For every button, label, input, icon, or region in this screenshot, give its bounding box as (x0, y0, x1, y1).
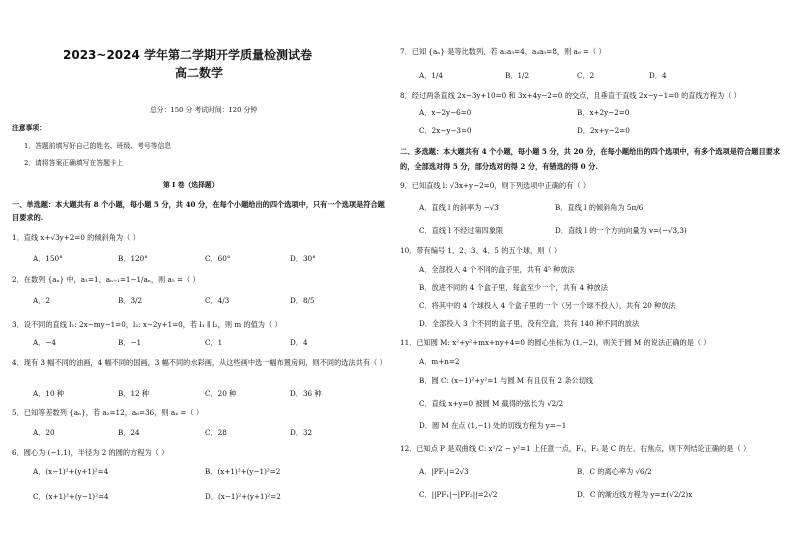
question-2-stem: 2．在数列 {aₙ} 中，a₁=1，aₙ₊₁=1−1/aₙ，则 a₅ =（ ） (12, 275, 200, 284)
question-7-option-c: C．2 (577, 71, 595, 80)
question-11-option-c: C．直线 x+y=0 被圆 M 截得的弦长为 √2/2 (419, 399, 564, 408)
question-6-stem: 6．圆心为 (−1,1)，半径为 2 的圆的方程为（ ） (12, 448, 169, 457)
right-column (397, 0, 794, 549)
question-5-option-b: B．24 (118, 428, 140, 437)
question-10-stem: 10．带有编号 1、2、3、4、5 的五个球，则（ ） (400, 246, 562, 255)
question-8-stem: 8．经过两条直线 2x−3y+10=0 和 3x+4y−2=0 的交点，且垂直于直线 2x−y−1=0 的直线方程为（ ） (400, 91, 741, 100)
question-8-option-b: B．x+2y−2=0 (577, 108, 630, 117)
question-12-option-d: D．C 的渐近线方程为 y=±(√2/2)x (577, 490, 693, 499)
question-9-option-a: A．直线 l 的斜率为 −√3 (419, 203, 499, 212)
note-item: 1．答题前填写好自己的姓名、班级、考号等信息 (24, 142, 172, 150)
question-4-option-c: C．20 种 (205, 389, 237, 398)
question-1-option-a: A．150° (33, 254, 63, 263)
question-2-option-d: D．8/5 (290, 296, 315, 305)
question-2-option-b: B．3/2 (118, 296, 143, 305)
question-4-option-d: D．36 种 (290, 389, 322, 398)
question-9-option-b: B．直线 l 的倾斜角为 5π/6 (555, 203, 644, 212)
question-6-option-a: A．(x−1)²+(y+1)²=4 (33, 467, 109, 476)
question-1-option-c: C．60° (205, 254, 231, 263)
question-1-option-d: D．30° (290, 254, 316, 263)
question-4-option-a: A．10 种 (33, 389, 64, 398)
question-4-option-b: B．12 种 (118, 389, 150, 398)
question-1-option-b: B．120° (118, 254, 148, 263)
question-12-stem: 12．已知点 P 是双曲线 C: x²/2 − y²=1 上任意一点，F₁，F₂ 是 C 的左、右焦点，则下列结论正确的是（ ） (400, 444, 751, 453)
question-5-option-c: C．28 (205, 428, 227, 437)
question-7-stem: 7．已知 {aₙ} 是等比数列，若 a₂a₃=4，a₄a₅=8，则 a₆ =（ ） (400, 47, 606, 56)
question-1-stem: 1．直线 x+√3y+2=0 的倾斜角为（ ） (12, 233, 140, 242)
question-2-option-c: C．4/3 (205, 296, 230, 305)
question-9-stem: 9．已知直线 l: √3x+y−2=0，则下列选项中正确的有（ ） (400, 181, 591, 190)
question-8-option-a: A．x−2y−6=0 (419, 108, 472, 117)
question-9-option-d: D．直线 l 的一个方向向量为 v=(−√3,3) (555, 226, 687, 235)
question-2-option-a: A．2 (33, 296, 50, 305)
question-10-option-b: B．放进不同的 4 个盒子里，每盒至少一个，共有 4 种放法 (419, 283, 608, 292)
question-9-option-c: C．直线 l 不经过第四象限 (419, 226, 504, 235)
question-3-option-a: A．−4 (33, 338, 56, 347)
note-item: 2．请将答案正确填写在答题卡上 (24, 159, 124, 167)
question-8-option-c: C．2x−y−3=0 (419, 126, 472, 135)
exam-meta: 总分：150 分 考试时间：120 分钟 (150, 106, 258, 114)
section-multiple-choice: 二、多选题：本大题共有 4 个小题，每小题 5 分，共 20 分，在每小题给出的四个选项中，有多个选项是符合题目要求的，全部选对得 5 分，部分选对的得 2 分，有错选的得 0 分. (400, 147, 781, 171)
question-3-option-b: B．−1 (118, 338, 142, 347)
question-3-stem: 3．设不同的直线 l₁: 2x−my−1=0，l₂: x−2y+1=0，若 l₁ ∥ l₂，则 m 的值为（ ） (12, 320, 282, 329)
notes-heading: 注意事项： (12, 124, 46, 132)
question-3-option-c: C．1 (205, 338, 223, 347)
question-7-option-b: B．1/2 (505, 71, 530, 80)
exam-title: 2023~2024 学年第二学期开学质量检测试卷 (63, 48, 313, 62)
question-10-option-d: D．全部投入 3 个不同的盒子里，没有空盒，共有 140 种不同的放法 (419, 319, 640, 328)
question-11-option-a: A．m+n=2 (419, 357, 460, 366)
exam-subject: 高二数学 (175, 66, 224, 80)
part1-heading: 第 I 卷（选择题） (163, 181, 219, 189)
question-12-option-b: B．C 的离心率为 √6/2 (577, 467, 652, 476)
question-5-stem: 5．已知等差数列 {aₙ}，若 a₂=12，a₆=36，则 a₄ =（ ） (12, 408, 204, 417)
question-8-option-d: D．2x+y−2=0 (577, 126, 630, 135)
question-6-option-d: D．(x−1)²+(y+1)²=2 (205, 492, 281, 501)
question-6-option-c: C．(x+1)²+(y−1)²=4 (33, 492, 109, 501)
question-7-option-d: D．4 (649, 71, 667, 80)
question-11-option-b: B．圆 C: (x−1)²+y²=1 与圆 M 有且仅有 2 条公切线 (419, 376, 594, 385)
question-10-option-a: A．全部投入 4 个不同的盒子里，共有 4⁵ 种放法 (419, 265, 575, 274)
question-10-option-c: C．将其中的 4 个球投入 4 个盒子里的一个（另一个球不投入），共有 20 种放法 (419, 301, 676, 310)
question-5-option-d: D．32 (290, 428, 313, 437)
question-12-option-a: A．|PF₁|=2√3 (419, 467, 469, 476)
question-12-option-c: C．||PF₁|−|PF₂||=2√2 (419, 490, 498, 499)
question-5-option-a: A．20 (33, 428, 55, 437)
question-6-option-b: B．(x+1)²+(y−1)²=2 (205, 467, 281, 476)
question-4-stem: 4．现有 3 幅不同的油画，4 幅不同的国画，3 幅不同的水彩画，从这些画中选一幅布置房间，则不同的选法共有（ ） (12, 358, 387, 367)
question-11-stem: 11．已知圆 M: x²+y²+mx+ny+4=0 的圆心坐标为 (1,−2)，则关于圆 M 的说法正确的是（ ） (400, 338, 711, 347)
section-single-choice: 一、单选题：本大题共有 8 个小题，每小题 5 分，共 40 分，在每个小题给出的四个选项中，只有一个选项是符合题目要求的. (12, 200, 385, 222)
question-11-option-d: D．圆 M 在点 (1,−1) 处的切线方程为 y=−1 (419, 421, 567, 430)
question-7-option-a: A．1/4 (419, 71, 443, 80)
question-3-option-d: D．4 (290, 338, 308, 347)
